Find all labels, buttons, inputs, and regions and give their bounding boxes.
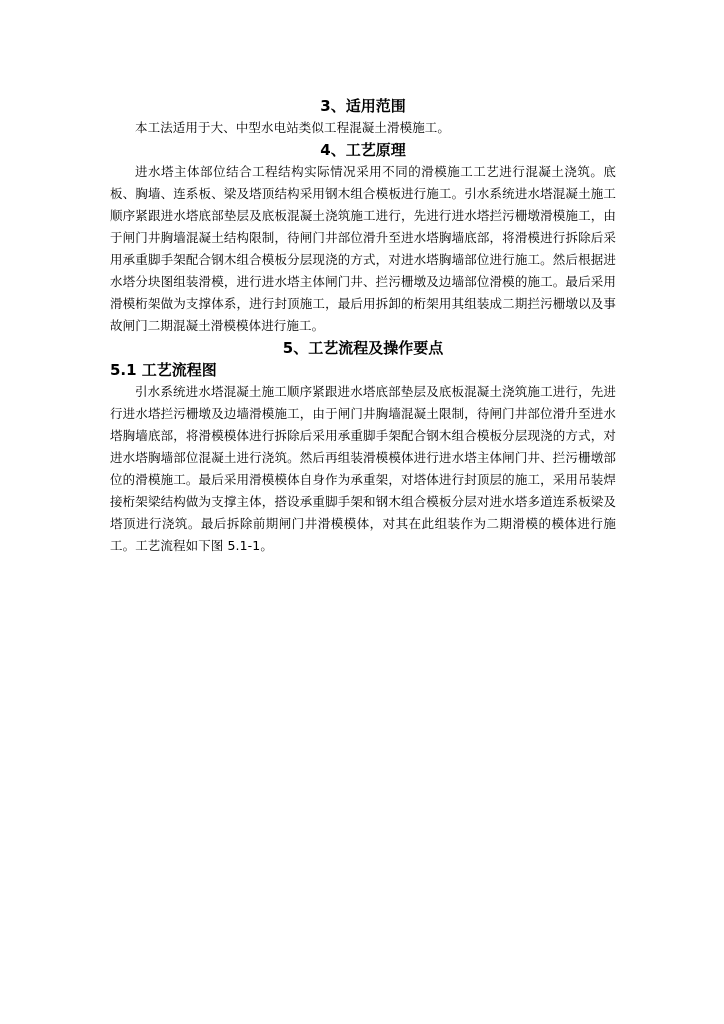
section-3-heading: 3、适用范围 bbox=[320, 97, 406, 115]
section-5-heading: 5、工艺流程及操作要点 bbox=[282, 339, 444, 357]
section-5-1-paragraph: 引水系统进水塔混凝土施工顺序紧跟进水塔底部垫层及底板混凝土浇筑施工进行，先进行进水塔拦污栅墩及边墙滑模施工，由于闸门井胸墙混凝土限制，待闸门井部位滑升至进水塔胸墙底部，将滑模模体进行拆除后采用承重脚手架配合钢木组合模板分层现浇的方式，对进水塔胸墙部位混凝土进行浇筑。然后再组装滑模模体进行进水塔主体闸门井、拦污栅墩部位的滑模施工。最后采用滑模模体自身作为承重架，对塔体进行封顶层的施工，采用吊装焊接桁架梁结构做为支撑主体，搭设承重脚手架和钢木组合模板分层对进水塔多道连系板梁及塔顶进行浇筑。最后拆除前期闸门井滑模模体，对其在此组装作为二期滑模的模体进行施工。工艺流程如下图 5.1-1。 bbox=[110, 384, 616, 553]
document-body bbox=[110, 95, 616, 557]
section-5-1-subheading: 5.1 工艺流程图 bbox=[110, 361, 217, 379]
section-3-paragraph: 本工法适用于大、中型水电站类似工程混凝土滑模施工。 bbox=[135, 120, 451, 135]
section-4-heading: 4、工艺原理 bbox=[320, 141, 406, 159]
section-4-paragraph: 进水塔主体部位结合工程结构实际情况采用不同的滑模施工工艺进行混凝土浇筑。底板、胸墙、连系板、梁及塔顶结构采用钢木组合模板进行施工。引水系统进水塔混凝土施工顺序紧跟进水塔底部垫层及底板混凝土浇筑施工进行，先进行进水塔拦污栅墩滑模施工，由于闸门井胸墙混凝土结构限制，待闸门井部位滑升至进水塔胸墙底部，将滑模进行拆除后采用承重脚手架配合钢木组合模板分层现浇的方式，对进水塔胸墙部位进行施工。然后根据进水塔分块图组装滑模，进行进水塔主体闸门井、拦污栅墩及边墙部位滑模的施工。最后采用滑模桁架做为支撑体系，进行封顶施工，最后用拆卸的桁架用其组装成二期拦污栅墩以及事故闸门二期混凝土滑模模体进行施工。 bbox=[110, 164, 616, 333]
